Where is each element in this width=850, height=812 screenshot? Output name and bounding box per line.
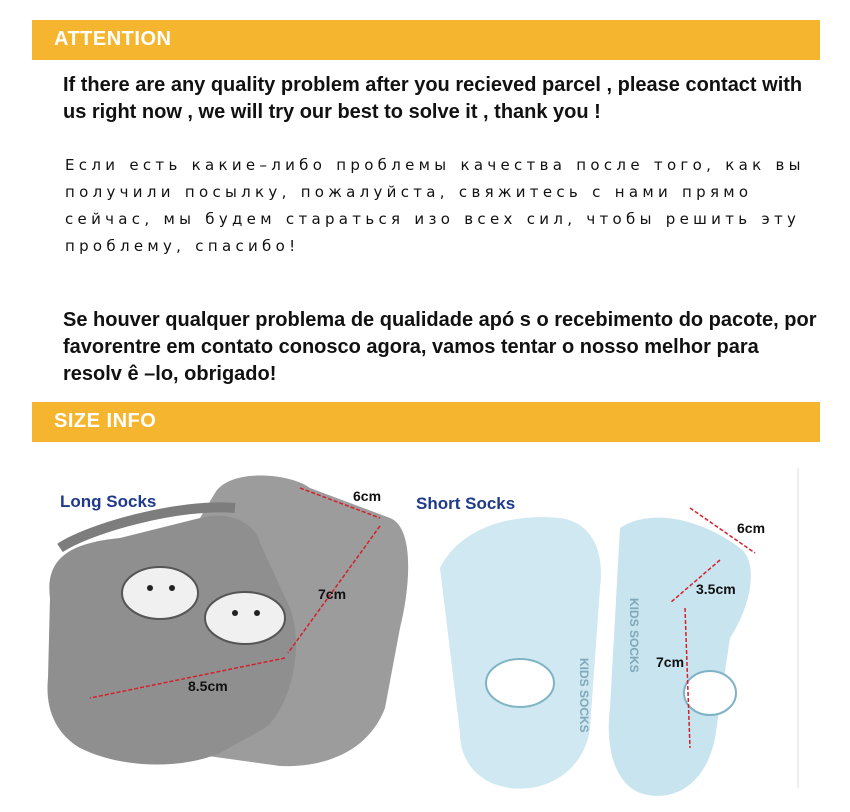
long-height-value: 7cm	[318, 586, 347, 602]
short-ankle-value: 3.5cm	[696, 581, 736, 597]
short-sock-text-left: KIDS SOCKS	[577, 658, 591, 733]
short-socks-panel	[416, 448, 820, 812]
long-socks-label: Long Socks	[60, 492, 157, 511]
long-foot-length-value: 8.5cm	[188, 678, 228, 694]
short-top-width-value: 6cm	[737, 520, 766, 536]
long-sock-animal-2	[205, 592, 285, 644]
short-sock-whale-left	[486, 659, 554, 707]
long-socks-panel	[30, 448, 420, 812]
short-sock-whale-right	[684, 671, 736, 715]
attention-header-bar	[32, 20, 820, 60]
english-notice: If there are any quality problem after you recieved parcel , please contact with us right now , we will try our best to solve it , thank you !	[63, 74, 803, 123]
attention-title: ATTENTION	[54, 28, 172, 50]
size-info-header-bar	[32, 402, 820, 442]
long-sock-animal-1	[122, 567, 198, 619]
russian-notice: Если есть какие–либо проблемы качества после того, как вы получили посылку, пожалуйста, свяжитесь с нами прямо сейчас, мы будем стараться изо всех сил, чтобы решить эту проблему, спасибо!	[65, 156, 805, 255]
short-sock-text-right: KIDS SOCKS	[627, 598, 641, 673]
size-info-title: SIZE INFO	[54, 410, 157, 432]
short-socks-label: Short Socks	[416, 494, 516, 513]
long-top-width-value: 6cm	[353, 488, 382, 504]
short-length-value: 7cm	[656, 654, 685, 670]
portuguese-notice: Se houver qualquer problema de qualidade apó s o recebimento do pacote, por favorentre em contato conosco agora, vamos tentar o nosso melhor para resolv ê –lo, obrigado!	[63, 309, 817, 385]
short-sock-left	[440, 517, 601, 789]
